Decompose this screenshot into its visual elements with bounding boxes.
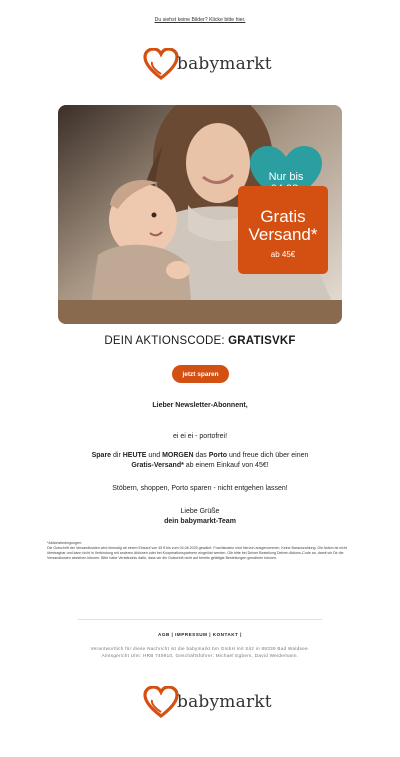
heart-logo-icon	[143, 48, 179, 80]
deadline-line-1: Nur bis	[268, 171, 304, 183]
closing	[0, 507, 400, 527]
promo-code-value: GRATISVKF	[228, 335, 296, 347]
offer-text-dir: dir	[111, 452, 123, 459]
babymarkt-logo-footer[interactable]	[143, 686, 272, 718]
promo-code-label: DEIN AKTIONSCODE:	[104, 335, 229, 347]
footer-divider	[78, 619, 322, 620]
terms-text: Die Gutschrift der Versandkosten wird einmalig ab einem Einkauf von 45 € bis zum 04.08.2025 gewährt. Frachtkosten sind hiervon ausgenommen. Keine Barauszahlung. Die Aktion ist nicht übertragbar und kann nicht in Verbindung mit anderen Aktionen oder bei Kooperationspartnern eingelöst werden. Gib bitte bei Deiner Bestellung Deinen Aktions-Code an, damit wir Dir die Versandkosten abziehen können. Bitte habe Verständnis dafür, dass wir die Gutschrift nicht auf bereits getätigte Bestellungen gewähren können.	[47, 546, 347, 560]
offer-text-freue: und freue dich über einen	[227, 452, 309, 459]
logo-wordmark: babymarkt	[177, 54, 272, 74]
offer-word-gratis-versand: Gratis-Versand*	[131, 462, 184, 469]
offer-text-und: und	[146, 452, 163, 459]
intro-line: ei ei ei - portofrei!	[172, 433, 228, 440]
terms-title: *Aktionsbedingungen:	[47, 541, 82, 545]
offer-text-einkauf: ab einem Einkauf von 45€!	[183, 462, 269, 469]
offer-text-das: das	[193, 452, 209, 459]
free-shipping-badge	[238, 186, 328, 274]
badge-line-versand: Versand*	[248, 225, 318, 244]
offer-word-spare: Spare	[91, 452, 112, 459]
terms-fineprint	[47, 541, 353, 561]
closing-regards: Liebe Grüße	[180, 508, 220, 515]
logo-wordmark: babymarkt	[177, 692, 272, 712]
closing-signature: dein babymarkt-Team	[164, 518, 236, 525]
view-images-link[interactable]: Du siehst keine Bilder? Klicke bitte hier.	[154, 17, 246, 23]
offer-word-porto: Porto	[208, 452, 228, 459]
save-now-button[interactable]: jetzt sparen	[172, 365, 229, 383]
footer-links[interactable]: AGB | IMPRESSUM | KONTAKT |	[158, 632, 242, 637]
offer-paragraph	[0, 451, 400, 471]
babymarkt-logo[interactable]	[143, 48, 272, 80]
badge-line-gratis: Gratis	[260, 207, 306, 226]
badge-line-min: ab 45€	[270, 250, 296, 259]
offer-word-heute: HEUTE	[122, 452, 147, 459]
browse-line: Stöbern, shoppen, Porto sparen - nicht entgehen lassen!	[112, 485, 288, 492]
heart-logo-icon	[143, 686, 179, 718]
offer-word-morgen: MORGEN	[162, 452, 194, 459]
promo-code	[0, 335, 400, 347]
imprint-text: Verantwortlich für diese Nachricht ist die babymarkt bm GmbH mit Sitz in 88339 Bad Waldsee. Amtsgericht Ulm: HRB 749910, Geschäftsführer: Michael Egbers, David Weidemann.	[90, 646, 310, 658]
greeting: Lieber Newsletter-Abonnent,	[152, 402, 248, 409]
